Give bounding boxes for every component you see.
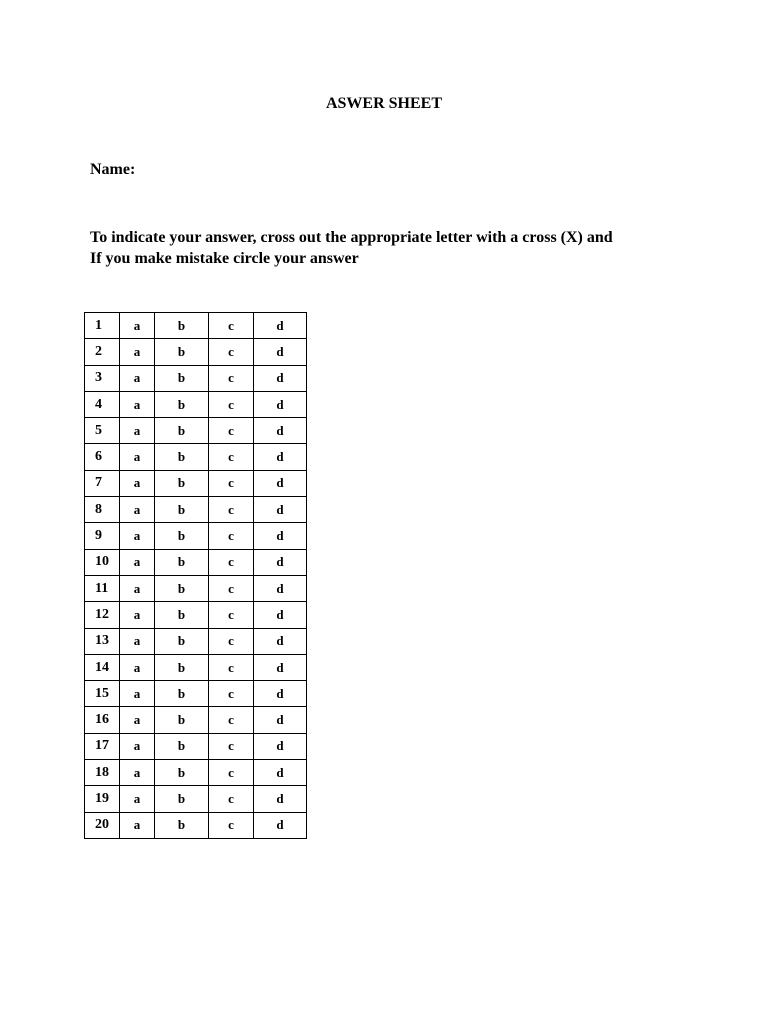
answer-option-a[interactable]: a (120, 786, 155, 812)
answer-option-a[interactable]: a (120, 602, 155, 628)
answer-option-b[interactable]: b (155, 497, 209, 523)
question-number: 7 (85, 470, 120, 496)
answer-option-a[interactable]: a (120, 497, 155, 523)
answer-option-a[interactable]: a (120, 707, 155, 733)
answer-option-c[interactable]: c (209, 628, 254, 654)
answer-option-c[interactable]: c (209, 523, 254, 549)
answer-row (85, 654, 307, 680)
answer-row (85, 602, 307, 628)
question-number: 3 (85, 365, 120, 391)
answer-option-b[interactable]: b (155, 575, 209, 601)
question-number: 8 (85, 497, 120, 523)
question-number: 15 (85, 681, 120, 707)
answer-option-a[interactable]: a (120, 654, 155, 680)
answer-row (85, 523, 307, 549)
answer-option-d[interactable]: d (254, 523, 307, 549)
instructions-line-1: To indicate your answer, cross out the appropriate letter with a cross (X) and (90, 229, 613, 246)
question-number: 17 (85, 733, 120, 759)
answer-row (85, 365, 307, 391)
answer-row (85, 628, 307, 654)
answer-option-c[interactable]: c (209, 470, 254, 496)
answer-option-d[interactable]: d (254, 497, 307, 523)
answer-option-c[interactable]: c (209, 391, 254, 417)
answer-option-d[interactable]: d (254, 812, 307, 838)
answer-option-c[interactable]: c (209, 575, 254, 601)
answer-option-b[interactable]: b (155, 470, 209, 496)
answer-option-b[interactable]: b (155, 812, 209, 838)
question-number: 18 (85, 760, 120, 786)
name-label: Name: (90, 161, 136, 178)
answer-option-d[interactable]: d (254, 391, 307, 417)
answer-option-d[interactable]: d (254, 339, 307, 365)
answer-option-c[interactable]: c (209, 681, 254, 707)
instructions-line-2: If you make mistake circle your answer (90, 250, 359, 267)
answer-row (85, 418, 307, 444)
question-number: 1 (85, 313, 120, 339)
answer-option-c[interactable]: c (209, 733, 254, 759)
answer-row (85, 760, 307, 786)
answer-option-b[interactable]: b (155, 549, 209, 575)
answer-option-b[interactable]: b (155, 418, 209, 444)
answer-option-d[interactable]: d (254, 549, 307, 575)
answer-option-a[interactable]: a (120, 470, 155, 496)
answer-row (85, 733, 307, 759)
answer-option-c[interactable]: c (209, 602, 254, 628)
answer-option-d[interactable]: d (254, 760, 307, 786)
answer-row (85, 575, 307, 601)
answer-option-b[interactable]: b (155, 733, 209, 759)
answer-option-d[interactable]: d (254, 418, 307, 444)
answer-option-d[interactable]: d (254, 628, 307, 654)
answer-row (85, 497, 307, 523)
question-number: 4 (85, 391, 120, 417)
answer-row (85, 444, 307, 470)
answer-option-d[interactable]: d (254, 470, 307, 496)
answer-option-a[interactable]: a (120, 812, 155, 838)
answer-option-c[interactable]: c (209, 760, 254, 786)
answer-option-b[interactable]: b (155, 523, 209, 549)
answer-option-a[interactable]: a (120, 365, 155, 391)
question-number: 16 (85, 707, 120, 733)
answer-option-d[interactable]: d (254, 365, 307, 391)
answer-option-a[interactable]: a (120, 681, 155, 707)
answer-row (85, 786, 307, 812)
answer-grid (84, 312, 307, 839)
answer-option-d[interactable]: d (254, 681, 307, 707)
answer-option-b[interactable]: b (155, 444, 209, 470)
instructions (90, 227, 690, 269)
answer-option-b[interactable]: b (155, 654, 209, 680)
answer-option-a[interactable]: a (120, 628, 155, 654)
question-number: 2 (85, 339, 120, 365)
answer-option-d[interactable]: d (254, 707, 307, 733)
question-number: 9 (85, 523, 120, 549)
answer-option-c[interactable]: c (209, 339, 254, 365)
question-number: 13 (85, 628, 120, 654)
answer-row (85, 707, 307, 733)
answer-option-a[interactable]: a (120, 549, 155, 575)
answer-option-c[interactable]: c (209, 707, 254, 733)
answer-option-c[interactable]: c (209, 497, 254, 523)
answer-option-a[interactable]: a (120, 444, 155, 470)
answer-grid-body (85, 313, 307, 839)
answer-option-c[interactable]: c (209, 444, 254, 470)
answer-option-b[interactable]: b (155, 681, 209, 707)
answer-option-c[interactable]: c (209, 786, 254, 812)
answer-option-d[interactable]: d (254, 733, 307, 759)
question-number: 20 (85, 812, 120, 838)
answer-option-b[interactable]: b (155, 365, 209, 391)
answer-option-c[interactable]: c (209, 654, 254, 680)
answer-option-d[interactable]: d (254, 444, 307, 470)
answer-option-b[interactable]: b (155, 313, 209, 339)
answer-option-a[interactable]: a (120, 760, 155, 786)
answer-row (85, 470, 307, 496)
answer-option-a[interactable]: a (120, 575, 155, 601)
question-number: 6 (85, 444, 120, 470)
answer-option-b[interactable]: b (155, 339, 209, 365)
answer-option-d[interactable]: d (254, 654, 307, 680)
question-number: 10 (85, 549, 120, 575)
answer-option-c[interactable]: c (209, 313, 254, 339)
question-number: 11 (85, 575, 120, 601)
question-number: 5 (85, 418, 120, 444)
answer-option-c[interactable]: c (209, 365, 254, 391)
answer-option-d[interactable]: d (254, 575, 307, 601)
answer-option-d[interactable]: d (254, 313, 307, 339)
answer-option-b[interactable]: b (155, 707, 209, 733)
answer-option-b[interactable]: b (155, 628, 209, 654)
answer-option-b[interactable]: b (155, 391, 209, 417)
answer-option-d[interactable]: d (254, 786, 307, 812)
page-title: ASWER SHEET (325, 95, 443, 112)
answer-option-c[interactable]: c (209, 418, 254, 444)
answer-option-a[interactable]: a (120, 339, 155, 365)
answer-option-a[interactable]: a (120, 523, 155, 549)
question-number: 14 (85, 654, 120, 680)
answer-option-a[interactable]: a (120, 418, 155, 444)
answer-option-d[interactable]: d (254, 602, 307, 628)
answer-row (85, 313, 307, 339)
answer-row (85, 549, 307, 575)
question-number: 12 (85, 602, 120, 628)
answer-option-c[interactable]: c (209, 549, 254, 575)
answer-option-b[interactable]: b (155, 602, 209, 628)
answer-option-b[interactable]: b (155, 760, 209, 786)
answer-row (85, 812, 307, 838)
answer-option-c[interactable]: c (209, 812, 254, 838)
answer-row (85, 391, 307, 417)
answer-option-b[interactable]: b (155, 786, 209, 812)
answer-option-a[interactable]: a (120, 733, 155, 759)
answer-option-a[interactable]: a (120, 391, 155, 417)
answer-option-a[interactable]: a (120, 313, 155, 339)
answer-row (85, 681, 307, 707)
question-number: 19 (85, 786, 120, 812)
answer-row (85, 339, 307, 365)
